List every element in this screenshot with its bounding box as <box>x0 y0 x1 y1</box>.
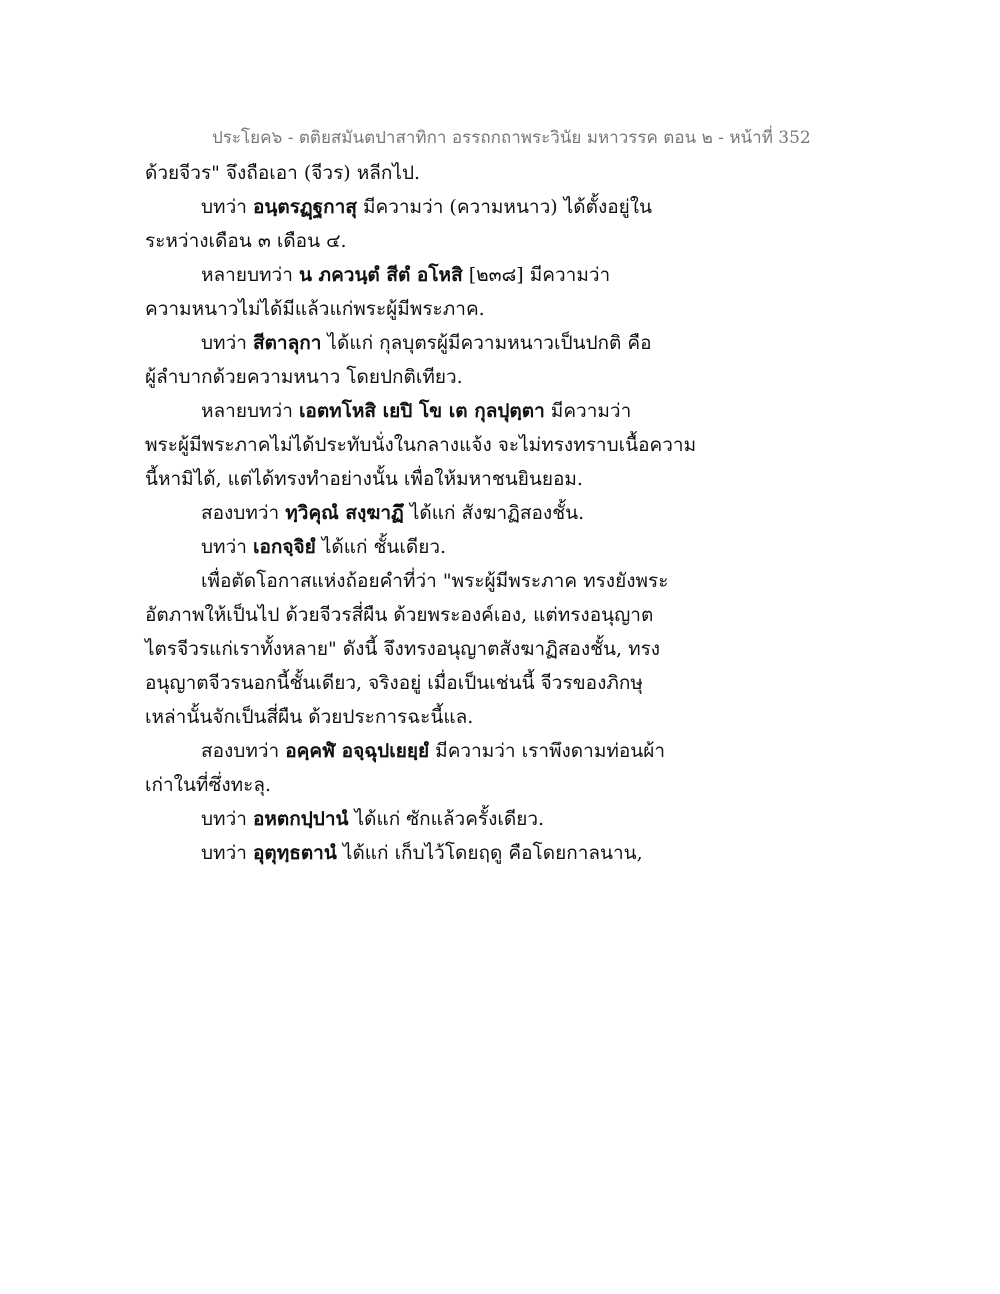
text-segment: หลายบทว่า <box>201 400 299 422</box>
pali-term: ทฺวิคุณํ สงฺฆาฏึ <box>285 502 404 524</box>
text-segment: [๒๓๘] มีความว่า <box>462 264 611 286</box>
running-header: ประโยค๖ - ตติยสมันตปาสาทิกา อรรถกถาพระวินัย มหาวรรค ตอน ๒ - หน้าที่ 352 <box>212 128 811 148</box>
text-segment: บทว่า <box>201 842 253 864</box>
pali-term: อคฺคฬํ อจฺฉุปเยยฺยํ <box>285 740 430 762</box>
text-segment: ได้แก่ เก็บไว้โดยฤดู คือโดยกาลนาน, <box>336 842 643 864</box>
pali-term: อนฺตรฏฺฐกาสุ <box>252 196 357 218</box>
text-line <box>145 496 905 530</box>
text-segment: บทว่า <box>201 536 253 558</box>
text-segment: ได้แก่ กุลบุตรผู้มีความหนาวเป็นปกติ คือ <box>321 332 652 354</box>
text-segment: เก่าในที่ซึ่งทะลุ. <box>145 774 272 796</box>
text-line <box>145 598 905 632</box>
pali-term: เอกจฺจิยํ <box>252 536 316 558</box>
pali-term: สีตาลุกา <box>252 332 322 354</box>
text-line <box>145 632 905 666</box>
text-line <box>145 666 905 700</box>
text-segment: บทว่า <box>201 332 253 354</box>
text-segment: บทว่า <box>201 196 253 218</box>
text-segment: ไตรจีวรแก่เราทั้งหลาย" ดังนี้ จึงทรงอนุญาตสังฆาฏิสองชั้น, ทรง <box>145 638 661 660</box>
text-segment: เพื่อตัดโอกาสแห่งถ้อยคำที่ว่า "พระผู้มีพระภาค ทรงยังพระ <box>201 570 669 592</box>
text-segment: พระผู้มีพระภาคไม่ได้ประทับนั่งในกลางแจ้ง จะไม่ทรงทราบเนื้อความ <box>145 434 697 456</box>
text-segment: บทว่า <box>201 808 253 830</box>
pali-term: น ภควนฺตํ สีตํ อโหสิ <box>298 264 463 286</box>
text-segment: สองบทว่า <box>201 502 286 524</box>
text-line <box>145 768 905 802</box>
text-segment: ด้วยจีวร" จึงถือเอา (จีวร) หลีกไป. <box>145 162 421 184</box>
text-segment: ผู้ลำบากด้วยความหนาว โดยปกติเทียว. <box>145 366 463 388</box>
text-segment: ความหนาวไม่ได้มีแล้วแก่พระผู้มีพระภาค. <box>145 298 485 320</box>
text-line <box>145 394 905 428</box>
text-line <box>145 224 905 258</box>
text-segment: ได้แก่ สังฆาฏิสองชั้น. <box>403 502 585 524</box>
text-line <box>145 428 905 462</box>
text-segment: อัตภาพให้เป็นไป ด้วยจีวรสี่ผืน ด้วยพระองค์เอง, แต่ทรงอนุญาต <box>145 604 654 626</box>
text-line <box>145 326 905 360</box>
text-segment: ระหว่างเดือน ๓ เดือน ๔. <box>145 230 347 252</box>
text-line <box>145 530 905 564</box>
text-line <box>145 462 905 496</box>
text-segment: สองบทว่า <box>201 740 286 762</box>
pali-term: อหตกปฺปานํ <box>252 808 349 830</box>
text-line <box>145 360 905 394</box>
text-segment: ได้แก่ ซักแล้วครั้งเดียว. <box>348 808 545 830</box>
text-segment: นี้หามิได้, แต่ได้ทรงทำอย่างนั้น เพื่อให้มหาชนยินยอม. <box>145 468 583 490</box>
text-line <box>145 564 905 598</box>
text-line <box>145 700 905 734</box>
text-line <box>145 258 905 292</box>
text-segment: ได้แก่ ชั้นเดียว. <box>315 536 447 558</box>
text-segment: อนุญาตจีวรนอกนี้ชั้นเดียว, จริงอยู่ เมื่อเป็นเช่นนี้ จีวรของภิกษุ <box>145 672 643 694</box>
text-line <box>145 836 905 870</box>
text-segment: เหล่านั้นจักเป็นสี่ผืน ด้วยประการฉะนี้แล. <box>145 706 474 728</box>
text-line <box>145 734 905 768</box>
text-segment: มีความว่า เราพึงดามท่อนผ้า <box>429 740 666 762</box>
text-line <box>145 190 905 224</box>
text-segment: หลายบทว่า <box>201 264 299 286</box>
text-segment: มีความว่า (ความหนาว) ได้ตั้งอยู่ใน <box>356 196 653 218</box>
pali-term: เอตทโหสิ เยปิ โข เต กุลปุตฺตา <box>298 400 545 422</box>
text-line <box>145 802 905 836</box>
text-line <box>145 156 905 190</box>
text-segment: มีความว่า <box>544 400 632 422</box>
text-line <box>145 292 905 326</box>
pali-term: อุตุทฺธตานํ <box>252 842 337 864</box>
body-text <box>145 156 905 870</box>
